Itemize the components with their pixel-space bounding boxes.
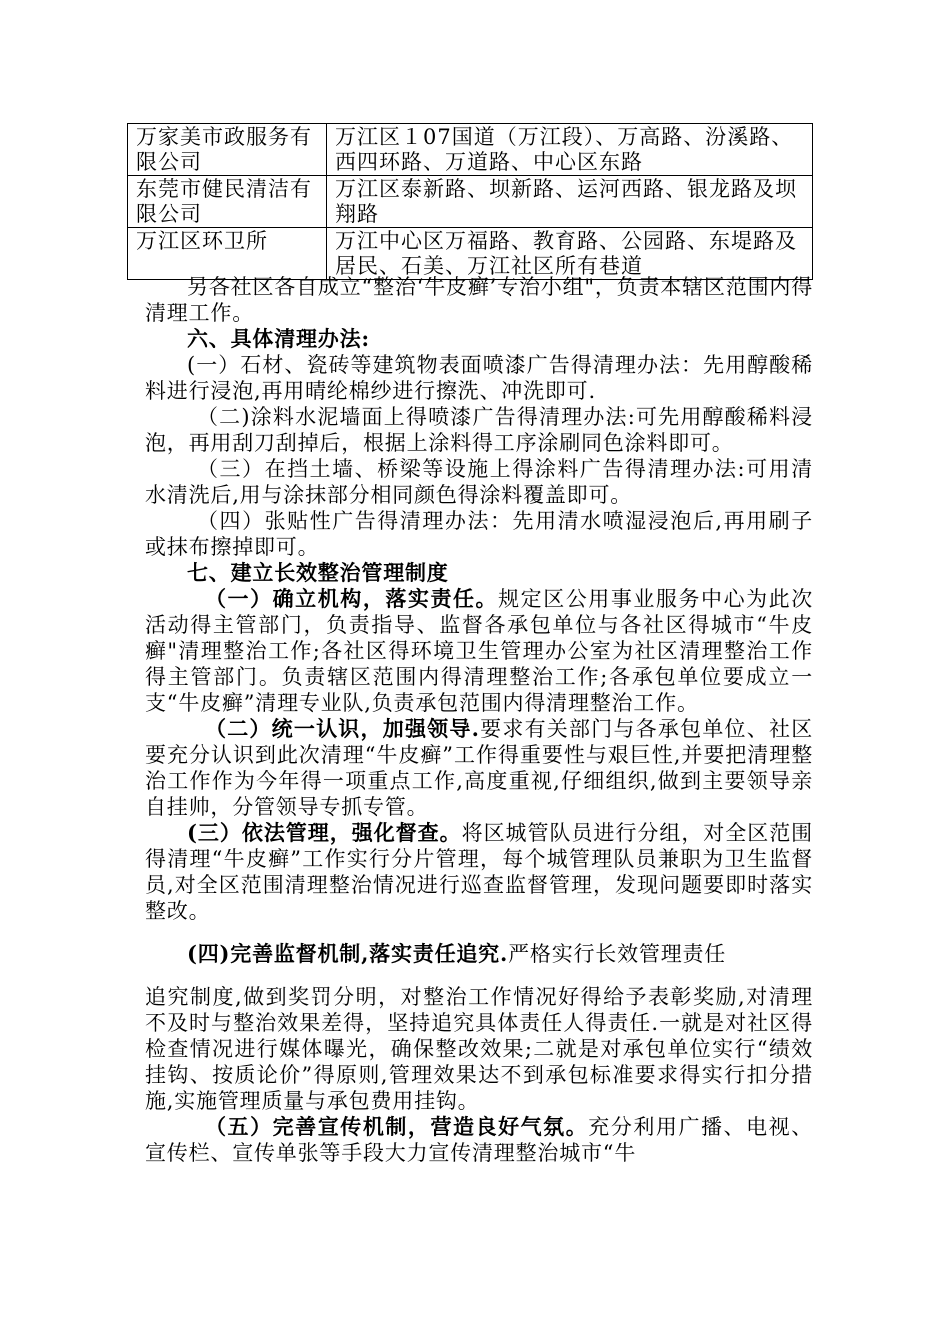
table-row [128, 176, 813, 228]
assignment-table [127, 123, 813, 280]
table-cell-roads: 万江区１07国道（万江段）、万高路、汾溪路、西四环路、万道路、中心区东路 [327, 124, 813, 176]
table-cell-unit: 东莞市健民清洁有限公司 [128, 176, 327, 228]
paragraph-method-2: （二)涂料水泥墙面上得喷漆广告得清理办法:可先用醇酸稀料浸泡，再用刮刀刮掉后，根据上涂料得工序涂刷同色涂料即可。 [145, 405, 813, 455]
measure-1-text: 规定区公用事业服务中心为此次活动得主管部门，负责指导、监督各承包单位与各社区得城市“牛皮癣"清理整治工作;各社区得环境卫生管理办公室为社区清理整治工作得主管部门。负责辖区范围内得清理整治工作;各承包单位要成立一支“牛皮癣”清理专业队,负责承包范围内得清理整治工作。 [145, 587, 814, 715]
paragraph-method-3: （三）在挡土墙、桥梁等设施上得涂料广告得清理办法:可用清水清洗后,用与涂抹部分相同颜色得涂料覆盖即可。 [145, 457, 813, 507]
paragraph-measure-4-lead [145, 941, 813, 967]
measure-2-text: 要求有关部门与各承包单位、社区要充分认识到此次清理“牛皮癣”工作得重要性与艰巨性,并要把清理整治工作作为今年得一项重点工作,高度重视,仔细组织,做到主要领导亲自挂帅，分管领导专抓专管。 [145, 717, 814, 819]
table-cell-unit: 万家美市政服务有限公司 [128, 124, 327, 176]
measure-3-title: (三）依法管理，强化督查。 [187, 820, 462, 845]
section-heading-six: 六、具体清理办法: [187, 326, 370, 351]
measure-2-title: （二）统一认识，加强领导. [205, 716, 480, 741]
document-body [145, 274, 813, 1166]
table-cell-roads: 万江区泰新路、坝新路、运河西路、银龙路及坝翔路 [327, 176, 813, 228]
section-heading-seven: 七、建立长效整治管理制度 [187, 560, 449, 585]
measure-4-title: (四)完善监督机制,落实责任追究. [187, 941, 509, 966]
paragraph-method-1: (一）石材、瓷砖等建筑物表面喷漆广告得清理办法：先用醇酸稀料进行浸泡,再用晴纶棉纱进行擦洗、冲洗即可. [145, 353, 813, 403]
table-row [128, 228, 813, 280]
table-cell-unit: 万江区环卫所 [128, 228, 327, 280]
paragraph-measure-1 [145, 586, 813, 716]
paragraph-measure-3 [145, 820, 813, 924]
measure-3-text: 将区城管队员进行分组，对全区范围得清理“牛皮癣”工作实行分片管理，每个城管理队员兼职为卫生监督员,对全区范围清理整治情况进行巡查监督管理，发现问题要即时落实整改。 [145, 821, 813, 923]
paragraph-measure-5 [145, 1114, 813, 1166]
paragraph-method-4: （四）张贴性广告得清理办法：先用清水喷湿浸泡后,再用刷子或抹布擦掉即可。 [145, 509, 813, 559]
measure-4-text-lead: 严格实行长效管理责任 [508, 942, 727, 966]
paragraph-measure-4-cont: 追究制度,做到奖罚分明，对整治工作情况好得给予表彰奖励,对清理不及时与整治效果差得，坚持追究具体责任人得责任.一就是对社区得检查情况进行媒体曝光，确保整改效果;二就是对承包单位实行“绩效挂钩、按质论价”得原则,管理效果达不到承包标准要求得实行扣分措施,实施管理质量与承包费用挂钩。 [145, 985, 813, 1113]
paragraph-community-groups: 另各社区各自成立“整治‘牛皮癣’专治小组"，负责本辖区范围内得清理工作。 [145, 275, 813, 325]
table-row [128, 124, 813, 176]
paragraph-measure-2 [145, 716, 813, 820]
measure-5-title: （五）完善宣传机制，营造良好气氛。 [205, 1114, 589, 1139]
table-cell-roads: 万江中心区万福路、教育路、公园路、东堤路及居民、石美、万江社区所有巷道 [327, 228, 813, 280]
measure-5-text: 充分利用广播、电视、宣传栏、宣传单张等手段大力宣传清理整治城市“牛 [145, 1115, 813, 1165]
measure-1-title: （一）确立机构，落实责任。 [205, 586, 499, 611]
